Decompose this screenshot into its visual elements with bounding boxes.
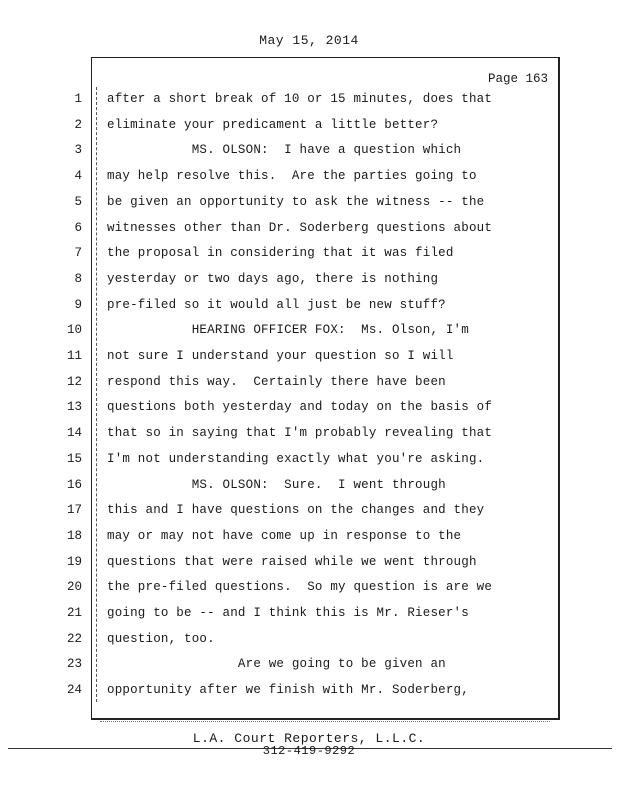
line-text: this and I have questions on the changes and they	[107, 503, 485, 518]
transcript-line	[0, 555, 618, 575]
transcript-line	[0, 400, 618, 420]
line-number: 22	[66, 631, 82, 646]
line-number: 7	[74, 246, 82, 261]
line-text: that so in saying that I'm probably revealing that	[107, 426, 493, 441]
line-text: question, too.	[107, 631, 215, 646]
transcript-line	[0, 657, 618, 677]
transcript-line	[0, 503, 618, 523]
footer-firm: L.A. Court Reporters, L.L.C.	[192, 731, 426, 746]
line-number: 16	[66, 477, 82, 492]
transcript-line	[0, 92, 618, 112]
line-number: 24	[66, 683, 82, 698]
line-text: eliminate your predicament a little better?	[107, 117, 439, 132]
transcript-line	[0, 426, 618, 446]
line-text: respond this way. Certainly there have been	[107, 374, 446, 389]
transcript-line	[0, 298, 618, 318]
transcript-line	[0, 683, 618, 703]
line-text: the proposal in considering that it was filed	[107, 246, 454, 261]
transcript-line	[0, 580, 618, 600]
line-number: 6	[74, 220, 82, 235]
transcript-line	[0, 529, 618, 549]
line-text: not sure I understand your question so I will	[107, 349, 454, 363]
transcript-line	[0, 349, 618, 369]
line-text: HEARING OFFICER FOX: Ms. Olson, I'm	[107, 323, 469, 338]
line-number: 9	[74, 297, 82, 312]
line-number: 19	[66, 554, 82, 569]
line-text: pre-filed so it would all just be new stuff?	[107, 297, 446, 312]
line-text: questions that were raised while we went through	[107, 554, 477, 569]
footer-phone: 312-419-9292	[262, 744, 356, 758]
line-number: 23	[66, 657, 82, 672]
transcript-line	[0, 221, 618, 241]
line-text: MS. OLSON: Sure. I went through	[107, 477, 446, 492]
transcript-line	[0, 195, 618, 215]
line-text: Are we going to be given an	[107, 657, 446, 672]
line-number: 1	[74, 92, 82, 106]
transcript-line	[0, 272, 618, 292]
line-text: witnesses other than Dr. Soderberg questions about	[107, 220, 493, 235]
line-text: may or may not have come up in response to the	[107, 528, 462, 543]
line-text: may help resolve this. Are the parties going to	[107, 169, 477, 184]
line-number: 5	[74, 194, 82, 209]
line-text: MS. OLSON: I have a question which	[107, 143, 462, 158]
line-number: 17	[66, 503, 82, 518]
header-date: May 15, 2014	[259, 33, 359, 48]
page-number: Page 163	[487, 72, 548, 86]
line-text: be given an opportunity to ask the witness -- the	[107, 194, 485, 209]
line-number: 21	[66, 606, 82, 620]
transcript-line	[0, 478, 618, 498]
line-text: I'm not understanding exactly what you're asking.	[107, 451, 485, 466]
line-text: yesterday or two days ago, there is nothing	[107, 271, 439, 286]
transcript-line	[0, 323, 618, 343]
transcript-line	[0, 606, 618, 626]
transcript-line	[0, 246, 618, 266]
line-number: 14	[66, 426, 82, 441]
line-number: 2	[74, 117, 82, 132]
line-number: 18	[66, 528, 82, 543]
line-text: after a short break of 10 or 15 minutes, does that	[107, 92, 493, 106]
line-number: 13	[66, 400, 82, 415]
line-number: 3	[74, 143, 82, 158]
line-text: the pre-filed questions. So my question is are we	[107, 580, 493, 595]
transcript-line	[0, 632, 618, 652]
bottom-dotted-rule	[100, 721, 550, 722]
line-number: 11	[66, 349, 82, 363]
line-number: 8	[74, 271, 82, 286]
transcript-line	[0, 118, 618, 138]
line-number: 15	[66, 451, 82, 466]
transcript-line	[0, 143, 618, 163]
line-text: opportunity after we finish with Mr. Soderberg,	[107, 683, 469, 698]
line-number: 20	[66, 580, 82, 595]
line-number: 12	[66, 374, 82, 389]
line-text: questions both yesterday and today on the basis of	[107, 400, 493, 415]
transcript-line	[0, 375, 618, 395]
line-number: 4	[74, 169, 82, 184]
line-text: going to be -- and I think this is Mr. Rieser's	[107, 606, 469, 620]
transcript-line	[0, 169, 618, 189]
line-number: 10	[66, 323, 82, 338]
transcript-line	[0, 452, 618, 472]
